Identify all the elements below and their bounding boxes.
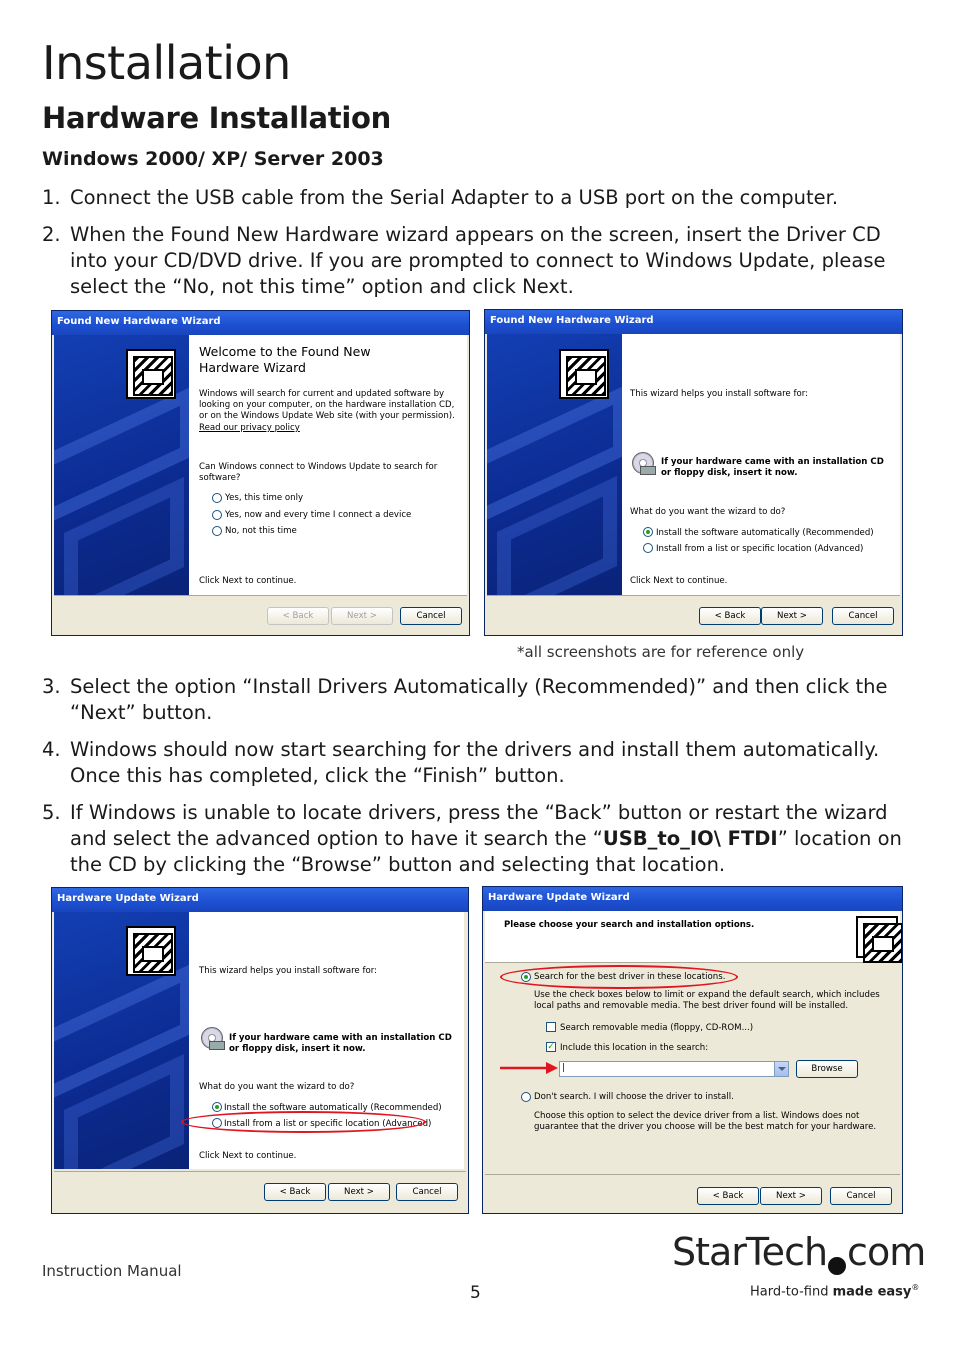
dialog-header bbox=[485, 911, 900, 963]
option-label: Search for the best driver in these locations. bbox=[534, 972, 726, 982]
step-text bbox=[70, 800, 912, 878]
hardware-wizard-icon bbox=[559, 349, 609, 399]
search-description: Use the check boxes below to limit or expand the default search, which includes local paths and removable media. The best driver found will be installed. bbox=[534, 990, 880, 1011]
wizard-question: Can Windows connect to Windows Update to search for software? bbox=[199, 462, 438, 483]
checkbox-removable-media[interactable] bbox=[546, 1022, 556, 1032]
radio-dont-search[interactable] bbox=[521, 1092, 531, 1102]
browse-button[interactable]: Browse bbox=[796, 1060, 858, 1078]
back-button[interactable]: < Back bbox=[699, 607, 761, 625]
option-label: Install the software automatically (Recommended) bbox=[656, 528, 874, 538]
arrow-right-icon bbox=[498, 1060, 560, 1076]
continue-text: Click Next to continue. bbox=[630, 576, 728, 586]
footer-divider bbox=[485, 1174, 900, 1175]
page-title: Installation bbox=[42, 36, 291, 90]
dialog-content bbox=[622, 334, 900, 597]
step-number: 1. bbox=[42, 186, 61, 209]
cd-icon bbox=[632, 452, 656, 476]
cd-instruction: If your hardware came with an installation CD or floppy disk, insert it now. bbox=[229, 1033, 452, 1054]
hardware-update-dialog-install bbox=[51, 887, 469, 1214]
subsection-title: Windows 2000/ XP/ Server 2003 bbox=[42, 148, 384, 170]
wizard-intro: Windows will search for current and updated software by looking on your computer, on the hardware installation CD, or on the Windows Update Web site (with your permission). bbox=[199, 389, 455, 421]
dialog-title-bar: Hardware Update Wizard bbox=[52, 888, 468, 912]
radio-yes-every-time[interactable] bbox=[212, 510, 222, 520]
step-text-after: ” location on the CD by clicking the “Browse” button and selecting that location. bbox=[70, 827, 902, 876]
wizard-question: What do you want the wizard to do? bbox=[199, 1082, 355, 1092]
wizard-question: What do you want the wizard to do? bbox=[630, 507, 786, 517]
step-number: 2. bbox=[42, 223, 61, 246]
radio-install-automatically[interactable] bbox=[212, 1102, 222, 1112]
dialog-footer bbox=[487, 595, 900, 633]
highlight-circle bbox=[181, 1111, 426, 1133]
next-button[interactable]: Next > bbox=[328, 1183, 390, 1201]
step-2 bbox=[42, 222, 912, 300]
location-value: | bbox=[562, 1063, 565, 1073]
back-button[interactable]: < Back bbox=[267, 607, 329, 625]
logo-right: com bbox=[847, 1230, 926, 1274]
dialog-title-bar: Found New Hardware Wizard bbox=[485, 310, 902, 334]
back-button[interactable]: < Back bbox=[697, 1187, 759, 1205]
dialog-content bbox=[189, 912, 464, 1169]
step-3 bbox=[42, 674, 912, 726]
step-4 bbox=[42, 737, 912, 789]
continue-text: Click Next to continue. bbox=[199, 1151, 297, 1161]
cd-instruction: If your hardware came with an installation CD or floppy disk, insert it now. bbox=[661, 457, 884, 478]
checkbox-label: Include this location in the search: bbox=[560, 1043, 709, 1053]
step-text-before: If Windows is unable to locate drivers, press the “Back” button or restart the wizard and select the advanced option to have it search the “ bbox=[70, 801, 888, 850]
step-5 bbox=[42, 800, 912, 878]
screenshot-note: *all screenshots are for reference only bbox=[517, 643, 805, 661]
tagline-mark: ® bbox=[911, 1283, 920, 1292]
step-text: Connect the USB cable from the Serial Adapter to a USB port on the computer. bbox=[70, 186, 839, 209]
cancel-button[interactable]: Cancel bbox=[830, 1187, 892, 1205]
tagline bbox=[750, 1283, 919, 1299]
dialog-title-bar: Hardware Update Wizard bbox=[483, 887, 902, 911]
wizard-intro: This wizard helps you install software for: bbox=[199, 966, 378, 976]
wizard-heading: Welcome to the Found New Hardware Wizard bbox=[199, 344, 371, 375]
back-button[interactable]: < Back bbox=[264, 1183, 326, 1201]
page-number: 5 bbox=[470, 1283, 481, 1303]
cancel-button[interactable]: Cancel bbox=[396, 1183, 458, 1201]
checkbox-label: Search removable media (floppy, CD-ROM...) bbox=[560, 1023, 754, 1033]
section-title: Hardware Installation bbox=[42, 101, 391, 135]
step-number: 3. bbox=[42, 675, 61, 698]
found-new-hardware-dialog-install bbox=[484, 309, 903, 636]
option-label: Install from a list or specific location (Advanced) bbox=[224, 1119, 432, 1129]
next-button[interactable]: Next > bbox=[761, 607, 823, 625]
step-text: Select the option “Install Drivers Automatically (Recommended)” and then click the “Next” button. bbox=[70, 675, 888, 724]
highlight-circle bbox=[500, 965, 738, 989]
step-text: Windows should now start searching for the drivers and install them automatically. Once this has completed, click the “Finish” button. bbox=[70, 738, 880, 787]
location-combobox[interactable] bbox=[559, 1061, 789, 1077]
logo-dot-icon bbox=[828, 1257, 846, 1275]
cd-icon bbox=[201, 1027, 225, 1051]
logo-left: StarTech bbox=[672, 1230, 828, 1274]
radio-no-not-this-time[interactable] bbox=[212, 526, 222, 536]
tagline-bold: made easy bbox=[832, 1284, 912, 1300]
option-label: No, not this time bbox=[225, 526, 297, 536]
hardware-update-dialog-search bbox=[482, 886, 903, 1214]
option-label: Yes, now and every time I connect a device bbox=[225, 510, 412, 520]
checkbox-include-location[interactable]: ✓ bbox=[547, 1042, 555, 1052]
option-label: Yes, this time only bbox=[225, 493, 304, 503]
manual-label: Instruction Manual bbox=[42, 1262, 182, 1280]
hardware-wizard-icon bbox=[126, 926, 176, 976]
next-button[interactable]: Next > bbox=[331, 607, 393, 625]
dialog-footer bbox=[54, 1171, 466, 1211]
option-label: Don't search. I will choose the driver to install. bbox=[534, 1092, 734, 1102]
option-label: Install from a list or specific location (Advanced) bbox=[656, 544, 864, 554]
cancel-button[interactable]: Cancel bbox=[832, 607, 894, 625]
next-button[interactable]: Next > bbox=[760, 1187, 822, 1205]
wizard-intro: This wizard helps you install software for: bbox=[630, 389, 809, 399]
radio-install-automatically[interactable] bbox=[643, 527, 653, 537]
startech-logo bbox=[672, 1230, 925, 1275]
hardware-wizard-icon bbox=[856, 916, 898, 958]
step-1 bbox=[42, 185, 912, 211]
dialog-footer bbox=[54, 595, 467, 633]
option-label: Install the software automatically (Recommended) bbox=[224, 1103, 442, 1113]
radio-install-from-list[interactable] bbox=[643, 543, 653, 553]
dialog-content bbox=[189, 335, 467, 597]
tagline-plain: Hard-to-find bbox=[750, 1284, 833, 1300]
found-new-hardware-dialog-welcome bbox=[51, 310, 470, 636]
chevron-down-icon[interactable] bbox=[774, 1062, 788, 1076]
cancel-button[interactable]: Cancel bbox=[400, 607, 462, 625]
wizard-heading: Please choose your search and installation options. bbox=[504, 920, 755, 930]
radio-yes-this-time[interactable] bbox=[212, 493, 222, 503]
driver-location: USB_to_IO\ FTDI bbox=[602, 827, 778, 850]
step-number: 5. bbox=[42, 801, 61, 824]
step-text: When the Found New Hardware wizard appears on the screen, insert the Driver CD into your CD/DVD drive. If you are prompted to connect to Windows Update, please select the “No, not this time” option and click Next. bbox=[70, 223, 886, 298]
dialog-title-bar: Found New Hardware Wizard bbox=[52, 311, 469, 335]
hardware-wizard-icon bbox=[126, 349, 176, 399]
dont-search-description: Choose this option to select the device driver from a list. Windows does not guarantee that the driver you choose will be the best match for your hardware. bbox=[534, 1111, 877, 1132]
continue-text: Click Next to continue. bbox=[199, 576, 297, 586]
step-number: 4. bbox=[42, 738, 61, 761]
privacy-policy-link[interactable]: Read our privacy policy bbox=[199, 423, 300, 433]
